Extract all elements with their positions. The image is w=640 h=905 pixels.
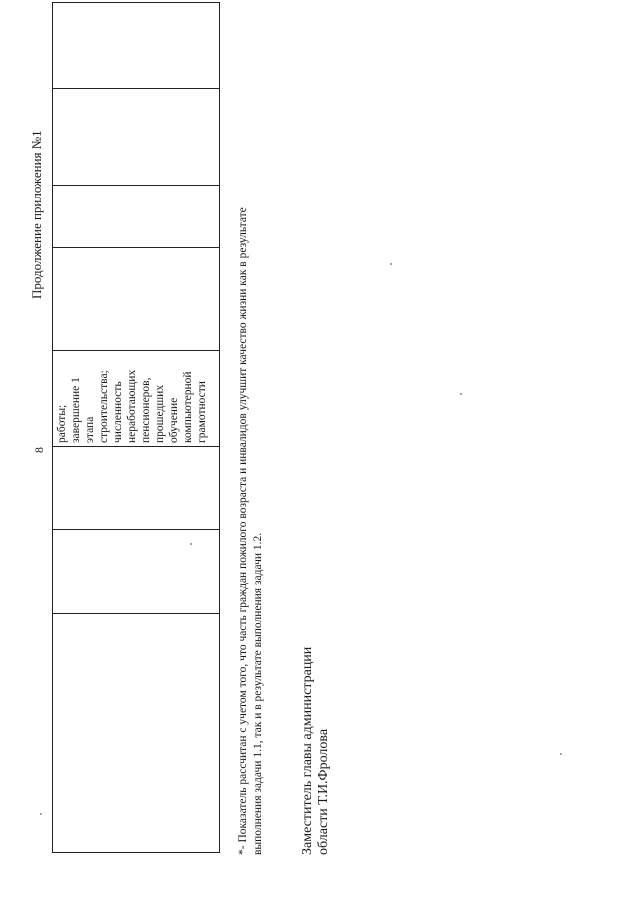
scan-speck [390, 263, 392, 265]
cell-line: грамотности [196, 381, 208, 443]
signer-position: Заместитель главы администрации [300, 646, 315, 855]
cell-line: компьютерной [182, 371, 194, 443]
table-cell [53, 614, 220, 853]
cell-line: работы; [56, 404, 68, 443]
scan-speck [560, 753, 562, 755]
data-table [52, 2, 220, 853]
footnote-line: *- Показатель рассчитан с учетом того, что часть граждан пожилого возраста и инвалидов улучшит качество жизни как в результате [237, 207, 249, 855]
table-cell [53, 530, 220, 614]
table-cell [53, 89, 220, 186]
page-number: 8 [32, 447, 46, 453]
footnote-line: выполнения задачи 1.1, так и в результате выполнения задачи 1.2. [252, 532, 264, 855]
appendix-continuation-label: Продолжение приложения №1 [29, 130, 44, 299]
table-row [53, 3, 220, 853]
scan-speck [40, 813, 42, 815]
cell-line: пенсионеров, [140, 377, 152, 443]
cell-line: этапа [84, 416, 96, 443]
table-cell-indicator-text [53, 351, 220, 447]
cell-line: обучение [168, 397, 180, 443]
table-cell [53, 186, 220, 248]
table-cell [53, 248, 220, 351]
table-cell [53, 447, 220, 530]
cell-line: неработающих [126, 369, 138, 443]
signature-block [300, 647, 332, 855]
footnote [236, 55, 266, 855]
table-cell [53, 3, 220, 89]
cell-line: численность [112, 381, 124, 443]
signer-name: области Т.И.Фролова [316, 728, 331, 855]
cell-line: строительства; [98, 370, 110, 443]
cell-line: завершение 1 [70, 377, 82, 443]
scan-speck [190, 543, 192, 545]
scan-speck [460, 393, 462, 395]
cell-line: прошедших [154, 384, 166, 443]
